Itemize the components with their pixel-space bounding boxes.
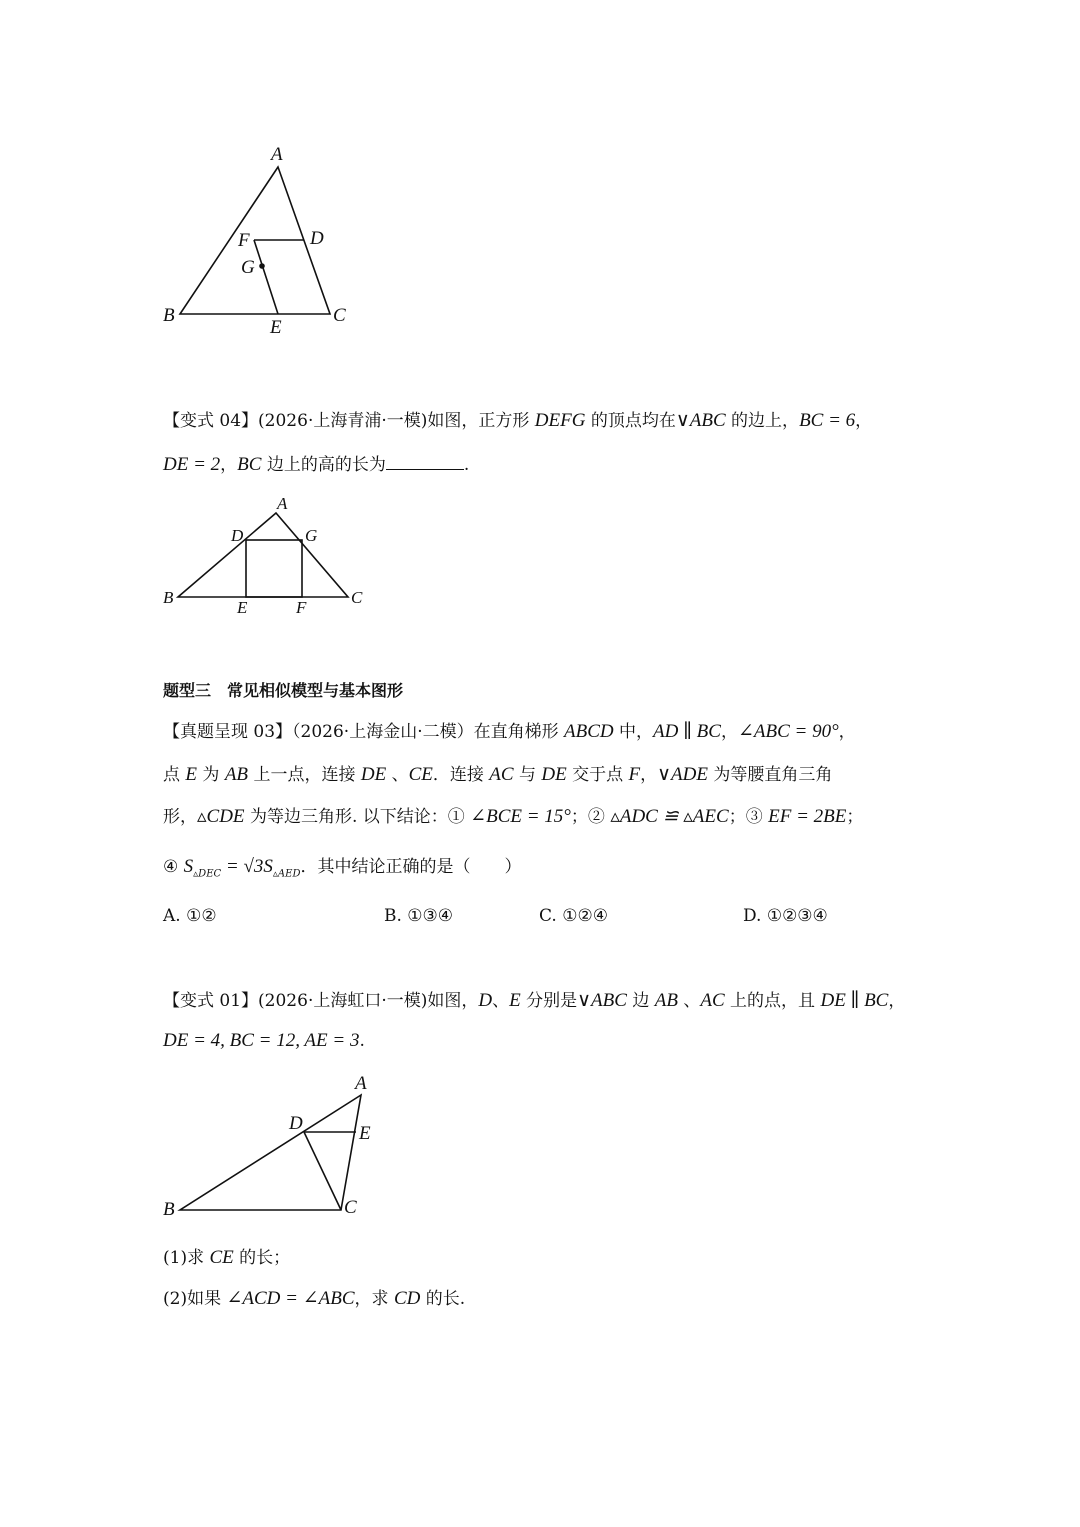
real03-text: 形，	[163, 807, 197, 827]
fig2-label-a: A	[277, 494, 288, 513]
math: AC	[489, 764, 514, 785]
real03-text: ，	[838, 722, 856, 742]
var01-text: 边	[626, 991, 655, 1011]
fig1-label-f: F	[238, 230, 250, 251]
real03-text: ，	[640, 765, 658, 785]
math: ∠ABC = 90°	[737, 721, 839, 742]
var04-text: 边上的高的长为	[261, 455, 386, 475]
var01-text: 、	[677, 991, 701, 1011]
math: D	[478, 990, 493, 1011]
fig3-label-b: B	[163, 1199, 175, 1220]
math: AC	[700, 990, 725, 1011]
var04-text: 如图，正方形	[427, 411, 535, 431]
math-bc: BC	[237, 454, 262, 475]
var01-text: 如图，	[427, 991, 479, 1011]
var01-text: 的长.	[420, 1289, 466, 1309]
option-a: A. ①②	[163, 906, 217, 926]
real03-text: 点	[163, 765, 186, 785]
var01-text: ，	[888, 991, 906, 1011]
var01-text: ，求	[354, 1289, 394, 1309]
var01-text: .	[359, 1031, 365, 1051]
math: CE	[408, 764, 433, 785]
var01-text: (2)如果	[163, 1289, 227, 1309]
fig2-label-f: F	[296, 598, 307, 617]
math: DE	[541, 764, 567, 785]
math: ∠BCE = 15°	[470, 806, 571, 827]
math: ABCD	[564, 721, 614, 742]
var01-source: (2026·上海虹口·一模)	[258, 991, 428, 1011]
fig3-label-e: E	[359, 1123, 371, 1144]
math: AB	[224, 764, 249, 785]
math-de-2: DE = 2	[163, 454, 221, 475]
real03-text: ④	[163, 857, 184, 877]
section-heading: 题型三 常见相似模型与基本图形	[163, 681, 404, 700]
real03-text: 交于点	[566, 765, 629, 785]
fig2-label-g: G	[305, 526, 318, 545]
real03-text: ；②	[570, 807, 611, 827]
real03-text: 、	[386, 765, 409, 785]
option-b: B. ①③④	[384, 906, 454, 926]
math-bc-6: BC = 6	[799, 410, 856, 431]
math-subscript: ▵DEC	[193, 868, 222, 880]
real03-text: ；③	[728, 807, 769, 827]
var01-text: 上的点，且	[724, 991, 821, 1011]
fig1-label-a: A	[271, 144, 283, 165]
var01-bracket: 【变式 01】	[163, 991, 259, 1011]
var01-text: 的长；	[233, 1248, 291, 1268]
real03-text: 在直角梯形	[473, 722, 565, 742]
real03-text: 中，	[613, 722, 654, 742]
math: CE	[209, 1247, 234, 1268]
math: E	[509, 990, 521, 1011]
real03-text: 为等腰直角三角	[707, 765, 833, 785]
fig1-label-e: E	[270, 317, 282, 338]
math: F	[628, 764, 641, 785]
math: AB	[654, 990, 678, 1011]
var04-text: 的顶点均在	[585, 411, 676, 431]
real03-source: （2026·上海金山·二模）	[292, 722, 474, 742]
math: E	[185, 764, 198, 785]
fig2-label-e: E	[237, 598, 248, 617]
var01-text: (1)求	[163, 1248, 210, 1268]
fig1-label-g: G	[241, 257, 255, 278]
var01-question-2	[163, 1286, 465, 1312]
math: EF = 2BE	[768, 806, 847, 827]
var01-question-1	[163, 1245, 290, 1271]
real03-text: ．连接	[432, 765, 490, 785]
math: = √3S	[221, 856, 273, 877]
real03-text: ；	[846, 807, 864, 827]
var04-text: ，	[855, 411, 873, 431]
fig1-label-c: C	[333, 305, 346, 326]
var04-text: 的边上，	[725, 411, 800, 431]
math: DE = 4, BC = 12, AE = 3	[163, 1030, 360, 1051]
fig2-label-d: D	[231, 526, 244, 545]
math: ∨ADE	[657, 764, 708, 785]
real03-text: 与	[513, 765, 542, 785]
real03-text: ，	[720, 722, 738, 742]
real03-text: 上一点，连接	[248, 765, 361, 785]
math: S	[183, 856, 194, 877]
var04-text: ，	[220, 455, 238, 475]
fig1-label-b: B	[163, 305, 175, 326]
math: ∨ABC	[577, 990, 627, 1011]
fig1-label-d: D	[310, 228, 324, 249]
real03-text: 为	[197, 765, 225, 785]
math: ▵ADC ≌ ▵AEC	[610, 806, 729, 827]
var01-text: 分别是	[520, 991, 578, 1011]
var01-text: 、	[492, 991, 510, 1011]
var04-source: (2026·上海青浦·一模)	[258, 411, 428, 431]
real03-text: ．其中结论正确的是（ ）	[300, 857, 522, 877]
fig3-label-a: A	[355, 1073, 367, 1094]
math-defg: DEFG	[534, 410, 586, 431]
math: DE	[360, 764, 387, 785]
math: DE ∥ BC	[820, 990, 889, 1011]
real03-bracket: 【真题呈现 03】	[163, 722, 293, 742]
option-c: C. ①②④	[539, 906, 608, 926]
fig3-label-d: D	[289, 1113, 303, 1134]
math-subscript: ▵AED	[272, 868, 301, 880]
math: CD	[393, 1288, 421, 1309]
fig2-label-b: B	[163, 588, 174, 607]
fig3-label-c: C	[344, 1197, 357, 1218]
math: ∠ACD = ∠ABC	[226, 1288, 355, 1309]
real03-text: 为等边三角形. 以下结论：①	[244, 807, 471, 827]
var04-text: .	[463, 455, 470, 475]
math: ▵CDE	[197, 806, 245, 827]
math-triangle-abc: ∨ABC	[675, 410, 726, 431]
var04-bracket: 【变式 04】	[163, 411, 259, 431]
math: AD ∥ BC	[653, 721, 721, 742]
fig2-label-c: C	[351, 588, 363, 607]
option-d: D. ①②③④	[743, 906, 828, 926]
